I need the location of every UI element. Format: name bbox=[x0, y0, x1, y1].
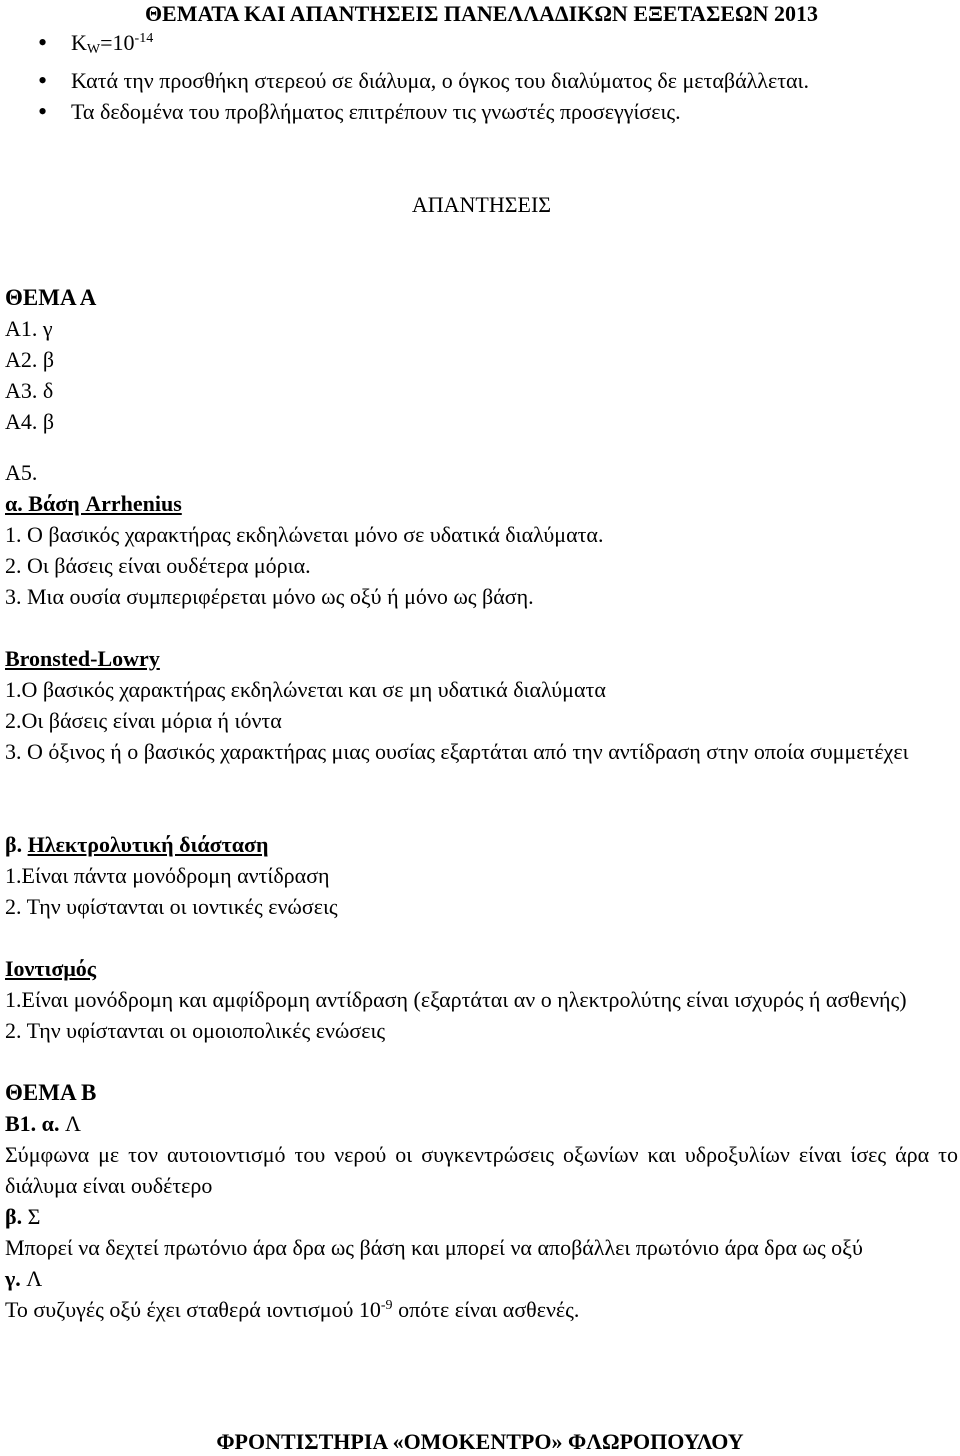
g-text-pre: Το συζυγές οξύ έχει σταθερά ιοντισμού 10 bbox=[5, 1297, 381, 1322]
answers-title: ΑΠΑΝΤΗΣΕΙΣ bbox=[411, 192, 552, 217]
b1-label: Β1. α. bbox=[5, 1111, 65, 1136]
bullet-volume: • Κατά την προσθήκη στερεού σε διάλυμα, ο όγκος του διαλύματος δε μεταβάλλεται. bbox=[5, 65, 958, 96]
g-label: γ. bbox=[5, 1266, 27, 1291]
bronsted-title: Bronsted-Lowry bbox=[5, 646, 160, 671]
bronsted-3: 3. Ο όξινος ή ο βασικός χαρακτήρας μιας ουσίας εξαρτάται από την αντίδραση στην οποία συμμετέχει bbox=[5, 739, 909, 764]
ionization-1: 1.Είναι μονόδρομη και αμφίδρομη αντίδραση (εξαρτάται αν ο ηλεκτρολύτης είναι ισχυρός ή ασθενής) bbox=[5, 987, 907, 1012]
kw-k: K bbox=[71, 30, 87, 55]
b-answer: Σ bbox=[27, 1204, 41, 1229]
b-explanation: Μπορεί να δεχτεί πρωτόνιο άρα δρα ως βάση και μπορεί να αποβάλλει πρωτόνιο άρα δρα ως οξύ bbox=[5, 1235, 863, 1260]
g-answer: Λ bbox=[26, 1266, 43, 1291]
arrhenius-3: 3. Μια ουσία συμπεριφέρεται μόνο ως οξύ ή μόνο ως βάση. bbox=[5, 584, 534, 609]
bullet-approx: • Τα δεδομένα του προβλήματος επιτρέπουν τις γνωστές προσεγγίσεις. bbox=[5, 96, 958, 127]
answer-a4: Α4. β bbox=[5, 409, 55, 434]
electrolytic-1: 1.Είναι πάντα μονόδρομη αντίδραση bbox=[5, 863, 330, 888]
page-header: ΘΕΜΑΤΑ ΚΑΙ ΑΠΑΝΤΗΣΕΙΣ ΠΑΝΕΛΛΑΔΙΚΩΝ ΕΞΕΤΑΣΕΩΝ 2013 bbox=[144, 1, 819, 26]
b1-heading bbox=[5, 1108, 958, 1139]
electrolytic-title: Ηλεκτρολυτική διάσταση bbox=[27, 832, 269, 857]
electrolytic-label: β. bbox=[5, 832, 28, 857]
g-text-post: οπότε είναι ασθενές. bbox=[392, 1297, 580, 1322]
bronsted-1: 1.Ο βασικός χαρακτήρας εκδηλώνεται και σε μη υδατικά διαλύματα bbox=[5, 677, 606, 702]
theme-a-title: ΘΕΜΑ Α bbox=[5, 285, 97, 310]
g-heading bbox=[5, 1263, 958, 1294]
arrhenius-title: α. Βάση Arrhenius bbox=[5, 491, 182, 516]
electrolytic-2: 2. Την υφίστανται οι ιοντικές ενώσεις bbox=[5, 894, 338, 919]
arrhenius-1: 1. Ο βασικός χαρακτήρας εκδηλώνεται μόνο σε υδατικά διαλύματα. bbox=[5, 522, 604, 547]
b1-answer: Λ bbox=[64, 1111, 81, 1136]
ionization-2: 2. Την υφίστανται οι ομοιοπολικές ενώσεις bbox=[5, 1018, 386, 1043]
bullet-kw bbox=[5, 27, 958, 65]
b-heading bbox=[5, 1201, 958, 1232]
page-footer: ΦΡΟΝΤΙΣΤΗΡΙΑ «ΟΜΟΚΕΝΤΡΟ» ΦΛΩΡΟΠΟΥΛΟΥ bbox=[216, 1429, 744, 1454]
g-sup: -9 bbox=[380, 1298, 393, 1313]
theme-b-title: ΘΕΜΑ Β bbox=[5, 1080, 97, 1105]
answer-a5: Α5. bbox=[5, 460, 38, 485]
electrolytic-heading bbox=[5, 829, 958, 860]
document-page bbox=[5, 0, 958, 1325]
kw-eq: =10 bbox=[100, 30, 135, 55]
answer-a3: Α3. δ bbox=[5, 378, 54, 403]
bronsted-2: 2.Οι βάσεις είναι μόρια ή ιόντα bbox=[5, 708, 282, 733]
assumptions-list bbox=[5, 27, 958, 127]
b1-explanation: Σύμφωνα με τον αυτοιοντισμό του νερού οι συγκεντρώσεις οξωνίων και υδροξυλίων είναι ίσες άρα το διάλυμα είναι ουδέτερο bbox=[5, 1142, 958, 1198]
arrhenius-2: 2. Οι βάσεις είναι ουδέτερα μόρια. bbox=[5, 553, 311, 578]
answer-a2: Α2. β bbox=[5, 347, 55, 372]
b-label: β. bbox=[5, 1204, 28, 1229]
ionization-title: Ιοντισμός bbox=[5, 956, 97, 981]
kw-sup: -14 bbox=[134, 31, 154, 46]
g-explanation bbox=[5, 1294, 958, 1325]
kw-sub: W bbox=[86, 42, 101, 57]
answer-a1: Α1. γ bbox=[5, 316, 53, 341]
